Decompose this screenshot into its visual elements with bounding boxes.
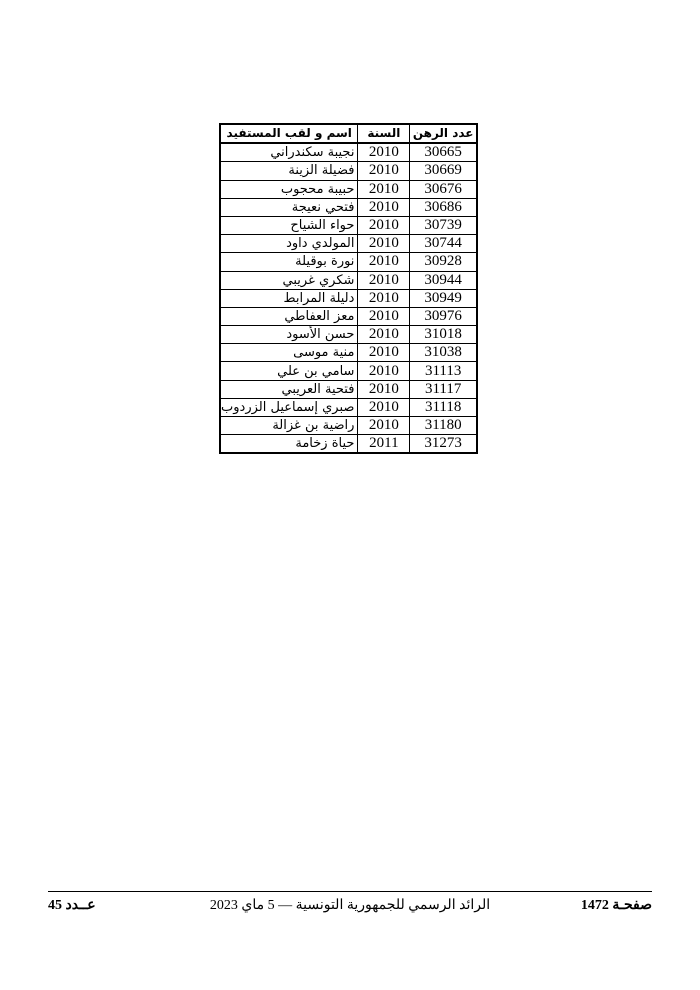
cell-name: منية موسى bbox=[220, 344, 358, 362]
header-ref: عدد الرهن bbox=[410, 124, 477, 143]
footer-divider bbox=[48, 891, 652, 892]
cell-year: 2010 bbox=[358, 362, 410, 380]
cell-name: فتحي نعيجة bbox=[220, 198, 358, 216]
page-footer bbox=[48, 897, 652, 917]
table-row bbox=[220, 380, 477, 398]
cell-name: شكري غريبي bbox=[220, 271, 358, 289]
cell-ref: 31118 bbox=[410, 398, 477, 416]
cell-year: 2010 bbox=[358, 289, 410, 307]
cell-ref: 30944 bbox=[410, 271, 477, 289]
cell-name: نورة بوقيلة bbox=[220, 253, 358, 271]
table-row bbox=[220, 198, 477, 216]
cell-ref: 31018 bbox=[410, 326, 477, 344]
table-row bbox=[220, 271, 477, 289]
cell-name: راضية بن غزالة bbox=[220, 417, 358, 435]
cell-ref: 30676 bbox=[410, 180, 477, 198]
cell-year: 2011 bbox=[358, 435, 410, 454]
cell-name: فضيلة الزينة bbox=[220, 162, 358, 180]
cell-ref: 31117 bbox=[410, 380, 477, 398]
cell-ref: 31273 bbox=[410, 435, 477, 454]
table-header-row bbox=[220, 124, 477, 143]
table-row bbox=[220, 344, 477, 362]
table-row bbox=[220, 180, 477, 198]
cell-year: 2010 bbox=[358, 326, 410, 344]
cell-year: 2010 bbox=[358, 380, 410, 398]
header-name: اسم و لقب المستفيد bbox=[220, 124, 358, 143]
cell-ref: 31180 bbox=[410, 417, 477, 435]
cell-ref: 30686 bbox=[410, 198, 477, 216]
table-row bbox=[220, 417, 477, 435]
cell-name: حسن الأسود bbox=[220, 326, 358, 344]
cell-name: فتحية العريبي bbox=[220, 380, 358, 398]
footer-page-number: صفحـة 1472 bbox=[580, 898, 652, 913]
cell-name: حبيبة محجوب bbox=[220, 180, 358, 198]
cell-name: صبري إسماعيل الزردوب bbox=[220, 398, 358, 416]
table-row bbox=[220, 326, 477, 344]
cell-name: نجيبة سكندراني bbox=[220, 143, 358, 162]
beneficiaries-table bbox=[219, 123, 478, 454]
table-row bbox=[220, 398, 477, 416]
cell-year: 2010 bbox=[358, 216, 410, 234]
table-row bbox=[220, 216, 477, 234]
beneficiaries-table-container bbox=[219, 123, 478, 454]
table-body bbox=[220, 143, 477, 453]
cell-year: 2010 bbox=[358, 344, 410, 362]
table-row bbox=[220, 253, 477, 271]
cell-name: معز العفاطي bbox=[220, 307, 358, 325]
cell-ref: 30949 bbox=[410, 289, 477, 307]
cell-name: سامي بن علي bbox=[220, 362, 358, 380]
cell-name: حواء الشياح bbox=[220, 216, 358, 234]
cell-ref: 30744 bbox=[410, 235, 477, 253]
cell-year: 2010 bbox=[358, 398, 410, 416]
footer-journal-title: الرائد الرسمي للجمهورية التونسية — 5 ماي 2023 bbox=[209, 898, 491, 913]
cell-year: 2010 bbox=[358, 307, 410, 325]
cell-year: 2010 bbox=[358, 180, 410, 198]
cell-ref: 31038 bbox=[410, 344, 477, 362]
cell-year: 2010 bbox=[358, 253, 410, 271]
cell-year: 2010 bbox=[358, 143, 410, 162]
cell-year: 2010 bbox=[358, 235, 410, 253]
cell-year: 2010 bbox=[358, 198, 410, 216]
cell-name: حياة زخامة bbox=[220, 435, 358, 454]
cell-name: المولدي داود bbox=[220, 235, 358, 253]
cell-ref: 30739 bbox=[410, 216, 477, 234]
footer-issue-number: عــدد 45 bbox=[48, 898, 96, 913]
table-row bbox=[220, 289, 477, 307]
table-row bbox=[220, 162, 477, 180]
cell-name: دليلة المرابط bbox=[220, 289, 358, 307]
cell-ref: 30669 bbox=[410, 162, 477, 180]
cell-year: 2010 bbox=[358, 162, 410, 180]
cell-ref: 31113 bbox=[410, 362, 477, 380]
table-row bbox=[220, 307, 477, 325]
cell-year: 2010 bbox=[358, 271, 410, 289]
cell-ref: 30665 bbox=[410, 143, 477, 162]
cell-year: 2010 bbox=[358, 417, 410, 435]
table-row bbox=[220, 235, 477, 253]
table-row bbox=[220, 435, 477, 454]
cell-ref: 30928 bbox=[410, 253, 477, 271]
header-year: السنة bbox=[358, 124, 410, 143]
table-row bbox=[220, 362, 477, 380]
table-row bbox=[220, 143, 477, 162]
cell-ref: 30976 bbox=[410, 307, 477, 325]
